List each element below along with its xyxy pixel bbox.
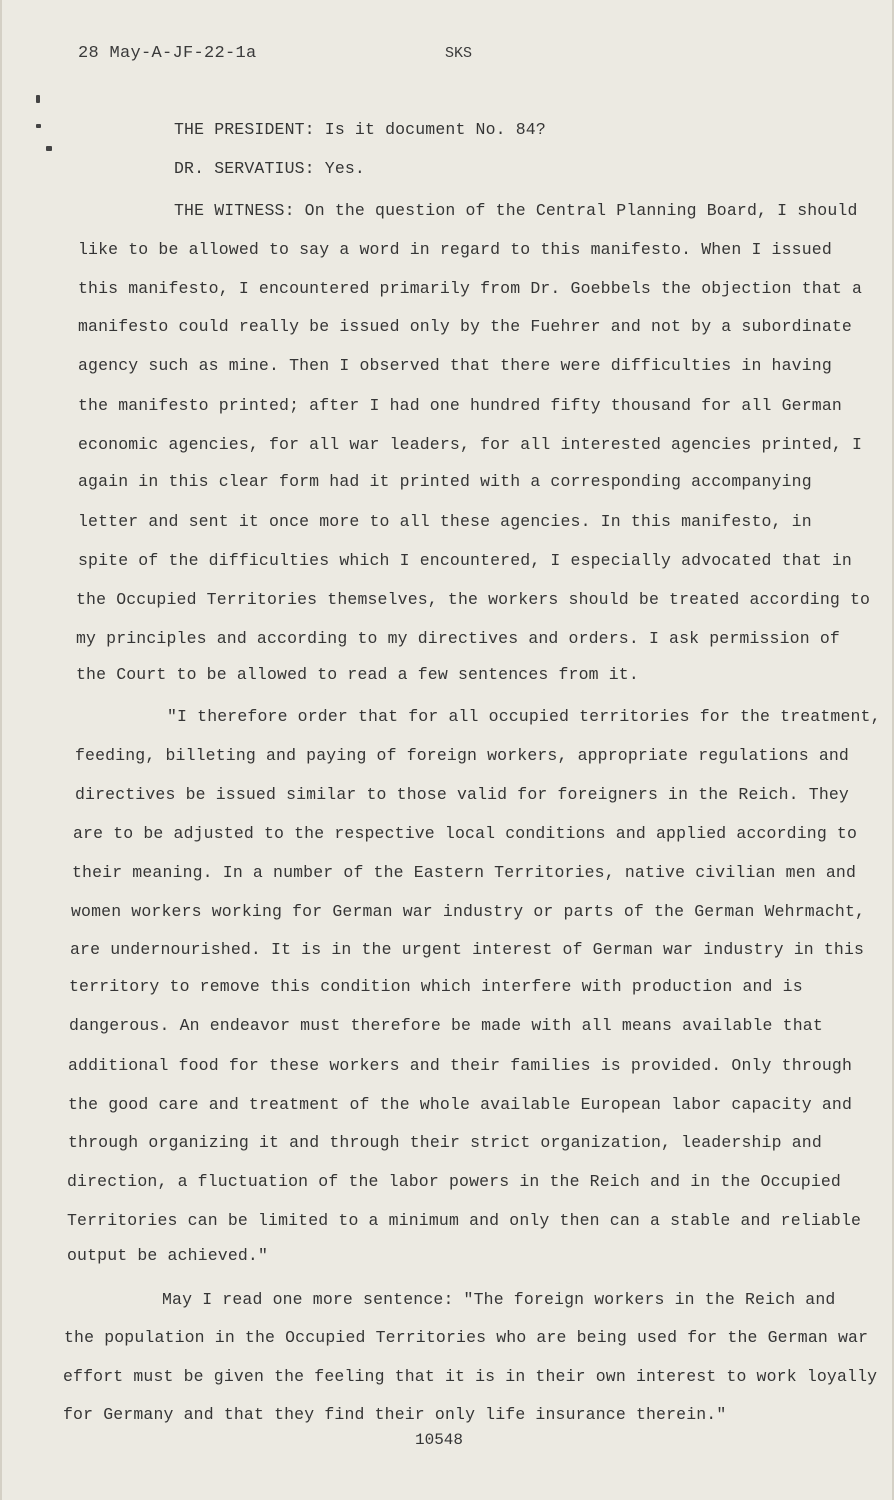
text-line: THE PRESIDENT: Is it document No. 84? [174,120,546,139]
text-line: manifesto could really be issued only by the Fuehrer and not by a subordinate [78,317,852,336]
text-line: output be achieved." [67,1246,269,1265]
margin-mark [46,146,52,151]
text-line: direction, a fluctuation of the labor powers in the Reich and in the Occupied [67,1172,841,1191]
text-line: letter and sent it once more to all these agencies. In this manifesto, in [78,512,812,531]
text-line: "I therefore order that for all occupied territories for the treatment, [167,707,881,726]
text-line: the good care and treatment of the whole available European labor capacity and [68,1095,853,1114]
text-line: feeding, billeting and paying of foreign workers, appropriate regulations and [75,746,849,765]
page-number: 10548 [415,1431,464,1449]
text-line: spite of the difficulties which I encountered, I especially advocated that in [78,551,852,570]
text-line: my principles and according to my directives and orders. I ask permission of [76,629,840,648]
text-line: THE WITNESS: On the question of the Central Planning Board, I should [174,201,858,220]
text-line: for Germany and that they find their only life insurance therein." [63,1405,727,1424]
text-line: are undernourished. It is in the urgent interest of German war industry in this [70,940,865,959]
text-line: territory to remove this condition which interfere with production and is [69,977,803,996]
stenographer-initials: SKS [445,45,473,62]
margin-mark [36,95,40,103]
text-line: women workers working for German war industry or parts of the German Wehrmacht, [71,902,866,921]
text-line: May I read one more sentence: "The foreign workers in the Reich and [162,1290,836,1309]
text-line: the Occupied Territories themselves, the workers should be treated according to [76,590,871,609]
margin-mark [36,124,41,128]
text-line: the manifesto printed; after I had one hundred fifty thousand for all German [78,396,842,415]
text-line: the population in the Occupied Territories who are being used for the German war [64,1328,869,1347]
text-line: effort must be given the feeling that it is in their own interest to work loyally [63,1367,878,1386]
text-line: like to be allowed to say a word in regard to this manifesto. When I issued [78,240,832,259]
text-line: again in this clear form had it printed with a corresponding accompanying [78,472,812,491]
text-line: additional food for these workers and their families is provided. Only through [68,1056,853,1075]
text-line: Territories can be limited to a minimum and only then can a stable and reliable [67,1211,862,1230]
text-line: economic agencies, for all war leaders, for all interested agencies printed, I [78,435,863,454]
text-line: are to be adjusted to the respective local conditions and applied according to [73,824,858,843]
text-line: the Court to be allowed to read a few sentences from it. [76,665,639,684]
text-line: dangerous. An endeavor must therefore be made with all means available that [69,1016,823,1035]
text-line: through organizing it and through their strict organization, leadership and [68,1133,822,1152]
document-reference: 28 May-A-JF-22-1a [78,44,257,63]
text-line: this manifesto, I encountered primarily from Dr. Goebbels the objection that a [78,279,863,298]
text-line: directives be issued similar to those valid for foreigners in the Reich. They [75,785,849,804]
text-line: DR. SERVATIUS: Yes. [174,159,365,178]
text-line: their meaning. In a number of the Eastern Territories, native civilian men and [72,863,857,882]
text-line: agency such as mine. Then I observed that there were difficulties in having [78,356,832,375]
